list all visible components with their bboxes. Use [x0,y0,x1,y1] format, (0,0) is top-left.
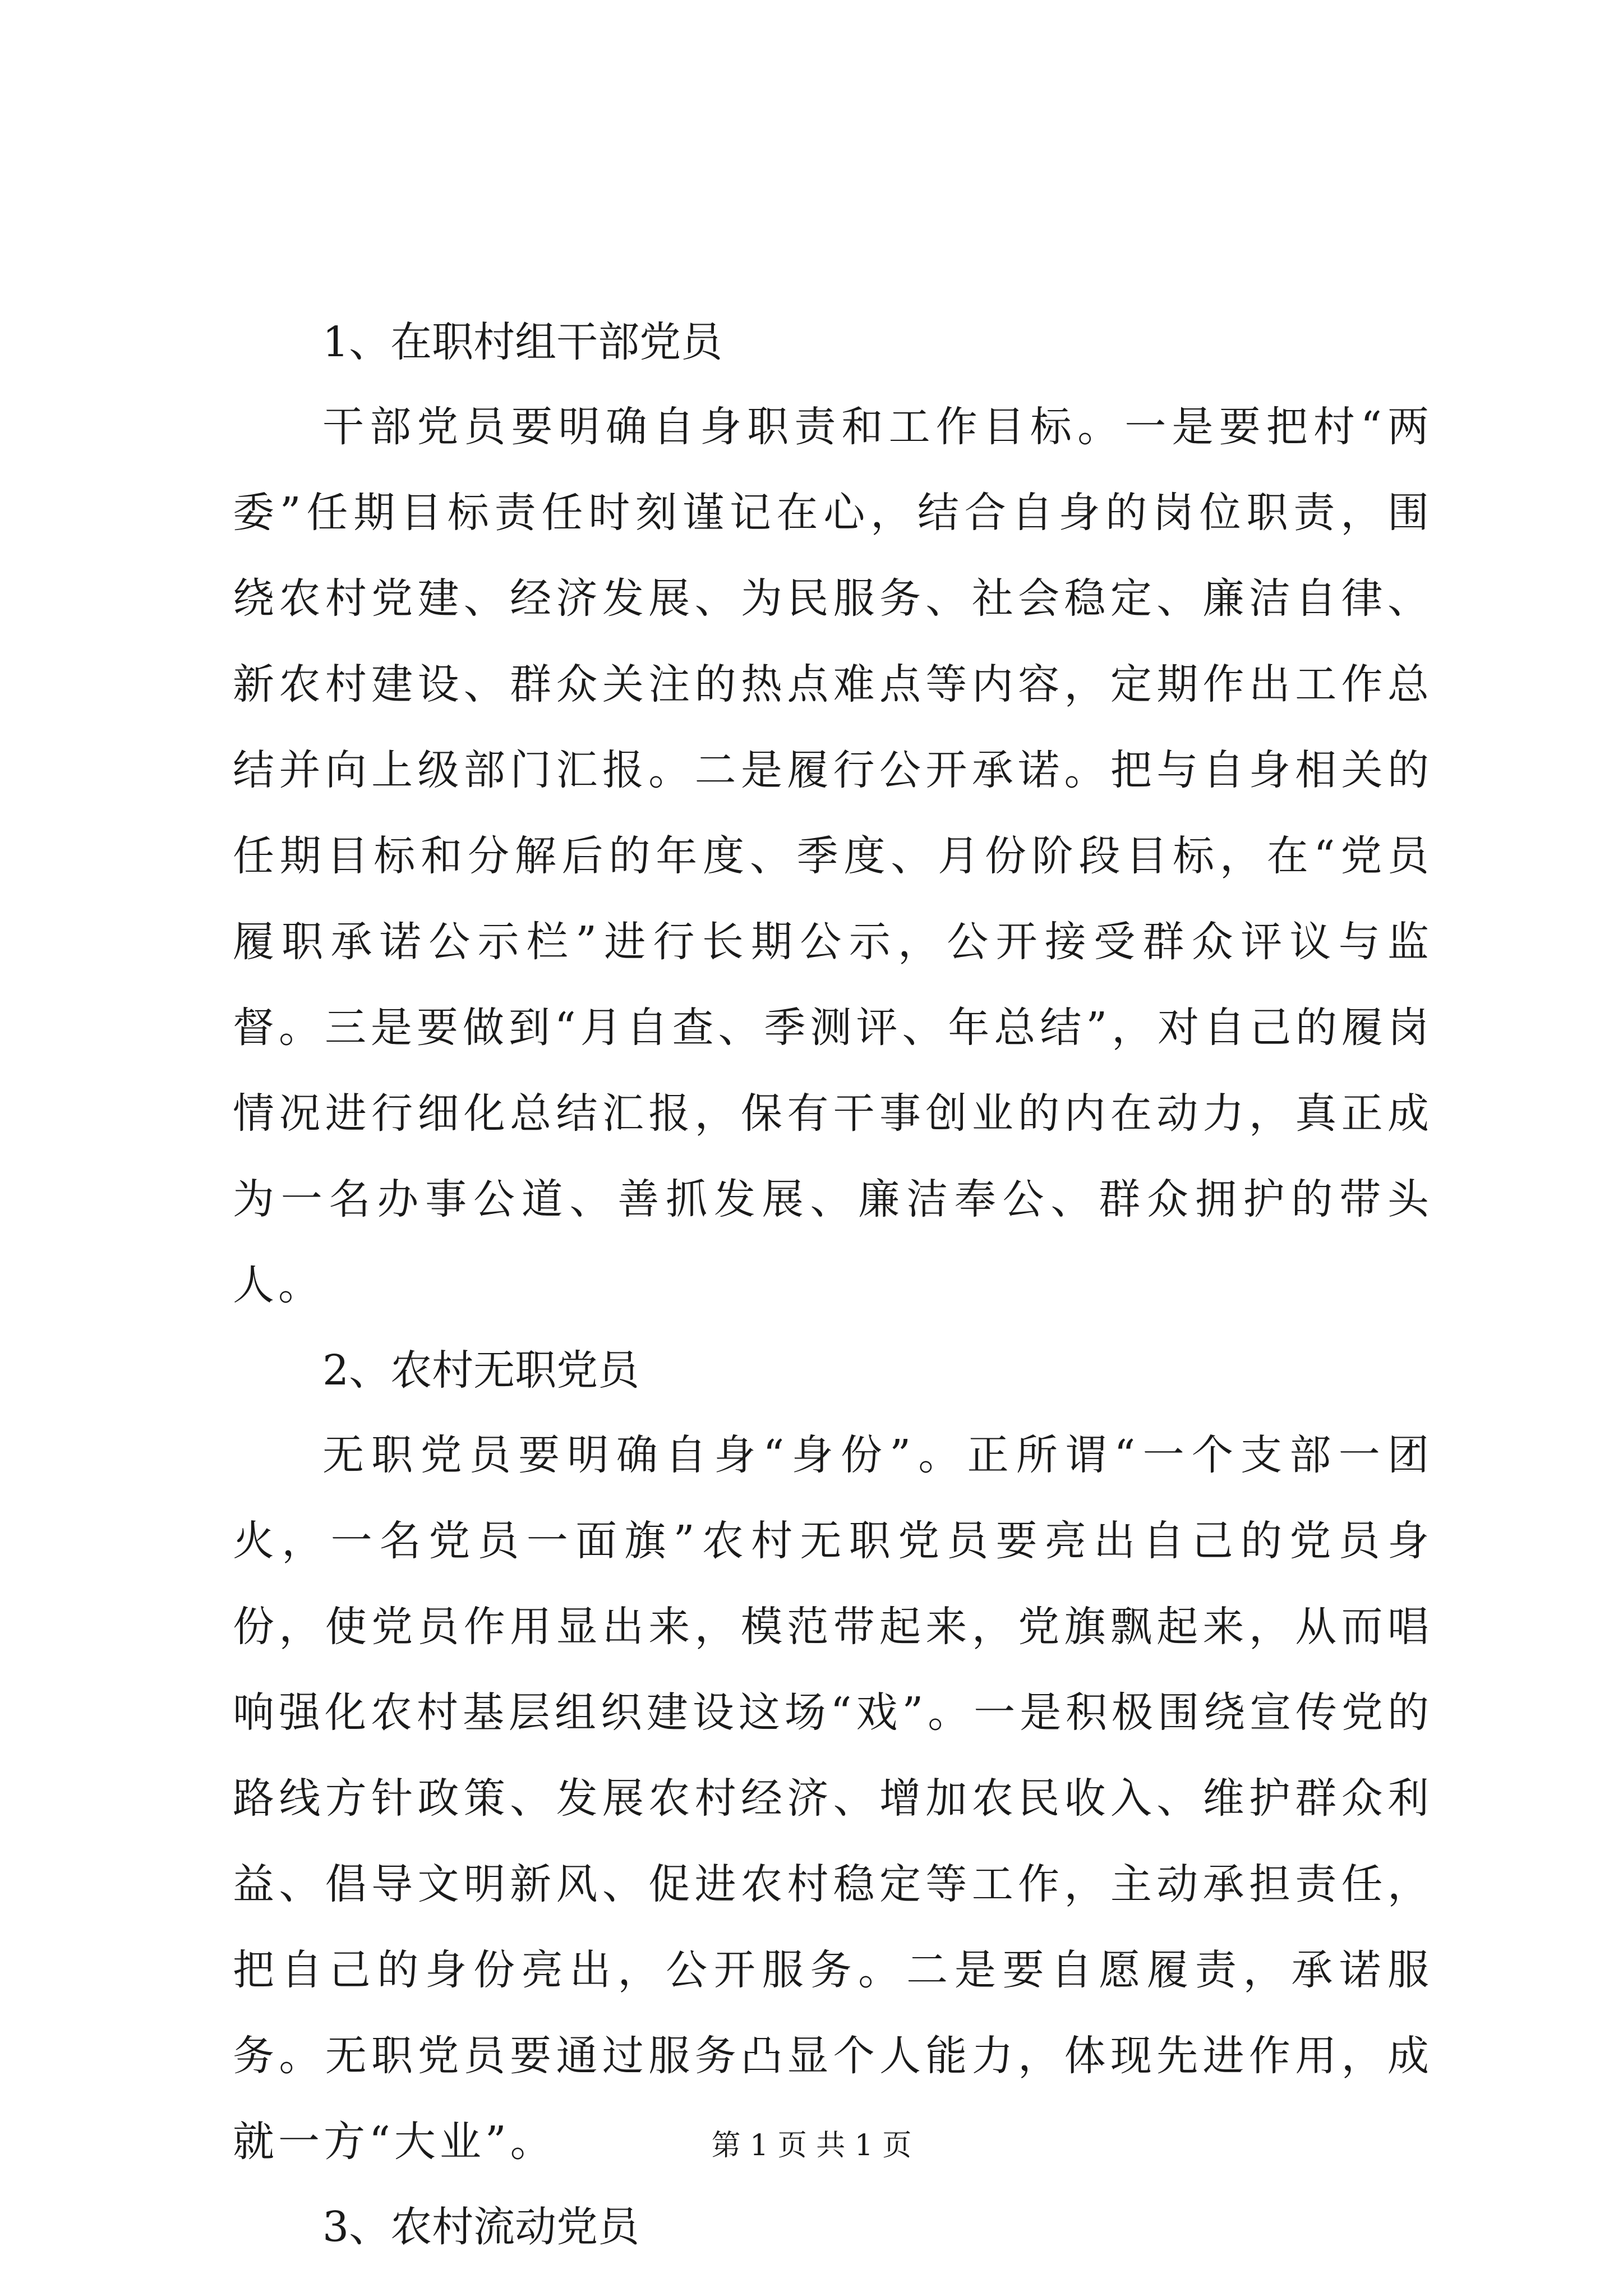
section-heading-1: 1、在职村组干部党员 [322,318,723,366]
section-paragraph-1: 干部党员要明确自身职责和工作目标。一是要把村“两委”任期目标责任时刻谨记在心，结合自身的岗位职责，围绕农村党建、经济发展、为民服务、社会稳定、廉洁自律、新农村建设、群众关注的热点难点等内容，定期作出工作总结并向上级部门汇报。二是履行公开承诺。把与自身相关的任期目标和分解后的年度、季度、月份阶段目标，在“党员履职承诺公示栏”进行长期公示，公开接受群众评议与监督。三是要做到“月自查、季测评、年总结”，对自己的履岗情况进行细化总结汇报，保有干事创业的内在动力，真正成为一名办事公道、善抓发展、廉洁奉公、群众拥护的带头人。 [233,403,1433,1309]
document-body [233,300,1433,2269]
page-footer: 第 1 页 共 1 页 [711,2129,912,2162]
section-paragraph-2: 无职党员要明确自身“身份”。正所谓“一个支部一团火，一名党员一面旗”农村无职党员要亮出自己的党员身份，使党员作用显出来，模范带起来，党旗飘起来，从而唱响强化农村基层组织建设这场“戏”。一是积极围绕宣传党的路线方针政策、发展农村经济、增加农民收入、维护群众利益、倡导文明新风、促进农村稳定等工作，主动承担责任，把自己的身份亮出，公开服务。二是要自愿履责，承诺服务。无职党员要通过服务凸显个人能力，体现先进作用，成就一方“大业”。 [233,1431,1433,2166]
section-heading-2: 2、农村无职党员 [322,1346,640,1395]
section-heading-3: 3、农村流动党员 [322,2203,640,2251]
